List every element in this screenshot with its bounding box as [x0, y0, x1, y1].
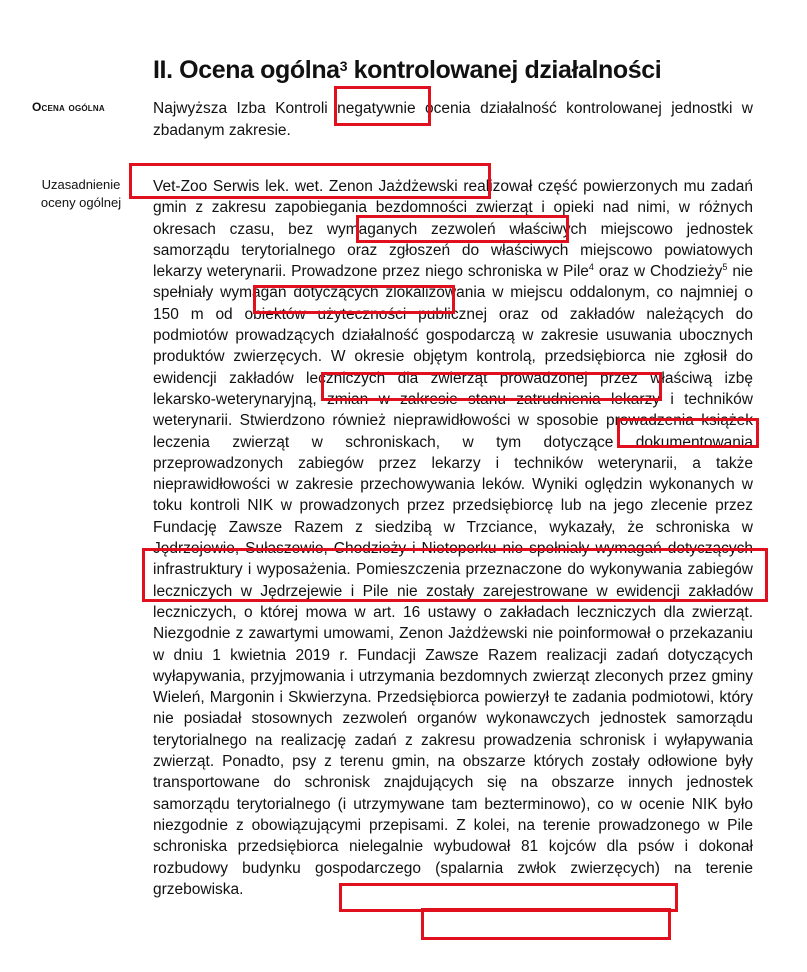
margin-label-overall: Ocena ogólna [32, 100, 105, 114]
body-span: Pomieszczenia przeznaczone do wykonywania zabiegów leczniczych w Jędrzejewie i Pile nie zostały zarejestrowane w ewidencji zakładów leczniczych, o której mowa w art. 16 ustawy o zakładach leczniczych dla zwierząt. Niezgodnie z zawartymi umowami, Zenon Jażdżewski nie poinformował o przekazaniu w dniu 1 kwietnia 2019 r. Fundacji Zawsze Razem realizacji zadań dotyczących wyłapywania, przyjmowania i utrzymania bezdomnych zwierząt zleconych przez gminy Wieleń, Margonin i Skwierzyna. Przedsiębiorca powierzył te zadania podmiotowi, który nie posiadał stosownych zezwoleń organów wykonawczych jednostek samorządu terytorialnego na realizację zadań z zakresu prowadzenia schronisk i wyłapywania zwierząt. Ponadto, psy z terenu gmin, na obszarze których zostały odłowione były transportowane do schronisk znajdujących się na obszarze innych jednostek samorządu terytorialnego (i utrzymywane tam bezterminowo), co w ocenie NIK było niezgodnie z obowiązującymi przepisami. Z kolei, na terenie prowadzonego w Pile schroniska przedsiębiorca [153, 561, 753, 856]
highlight-irregularities: nieprawidłowości [393, 412, 511, 430]
body-span: oraz w Chodzieży [593, 263, 723, 281]
highlight-requirements: nie spełniały wymagań [153, 263, 753, 302]
summary-text-end: ocenia działalność kontrolowanej jednostki w zbadanym zakresie. [153, 100, 753, 139]
footnote-ref: 4 [588, 262, 594, 273]
section-heading [153, 56, 661, 85]
footnote-ref: 3 [339, 58, 348, 74]
body-span: właściwych miejscowo jednostek samorządu terytorialnego oraz zgłoszeń do właściwych miejscowo powiatowych lekarzy weterynarii. Prowadzone przez niego schroniska w Pile [153, 220, 753, 281]
highlight-box [421, 908, 671, 940]
justification-text [153, 176, 753, 900]
heading-text-end: kontrolowanej działalności [347, 56, 662, 84]
highlight-shelters: że schroniska w Jędrzejewie, Sułaszewie, Chodzieży i Nietoperku nie spełniały wymagań dotyczących infrastruktury i wyposażenia. [153, 518, 753, 579]
body-span: w sposobie prowadzenia książek leczenia zwierząt w schroniskach, w tym dotyczące dokumentowania przeprowadzonych zabiegów przez lekarzy i techników weterynarii, a także nieprawidłowości w zakresie przechowywania leków. Wyniki oględzin wykonanych w toku kontroli NIK w prowadzonych przez przedsiębiorcę lub na jego zlecenie przez Fundację Zawsze Razem z siedzibą w Trzciance, wykazały, [153, 412, 753, 536]
highlight-no-permits: bez wymaganych zezwoleń [288, 220, 496, 238]
summary-text: Najwyższa Izba Kontroli [153, 100, 338, 117]
highlight-negative: negatywnie [337, 100, 416, 117]
highlight-illegal-kennels: nielegalnie wybudował 81 kojców dla psów [349, 838, 675, 856]
margin-label-justification: Uzasadnienie oceny ogólnej [40, 177, 122, 210]
highlight-not-reported: nie zgłosił do ewidencji zakładów leczniczych [153, 348, 754, 387]
heading-text: II. Ocena ogólna [153, 56, 340, 84]
overall-assessment [153, 98, 753, 142]
highlight-company: Vet-Zoo Serwis lek. wet. Zenon Jażdżewski [153, 178, 458, 195]
body-span: i dokonał rozbudowy budynku gospodarczego [153, 838, 753, 877]
body-span: dla zwierząt prowadzonej przez właściwą izbę lekarsko-weterynaryjną, zmian w zakresie stanu zatrudnienia lekarzy i techników weterynarii. Stwierdzono również [153, 369, 753, 430]
body-span: na terenie grzebowiska. [153, 859, 753, 898]
footnote-ref: 5 [722, 262, 728, 273]
body-span: realizował część powierzonych mu zadań gmin z zakresu zapobiegania bezdomności zwierząt i opieki nad nimi, w różnych okresach czasu, [153, 178, 753, 238]
highlight-crematorium: (spalarnia zwłok zwierzęcych) [435, 859, 660, 877]
body-span: dotyczących zlokalizowania w miejscu oddalonym, co najmniej o 150 m od obiektów użyteczności publicznej oraz od zakładów należących do podmiotów prowadzących działalność gospodarczą w zakresie usuwania ubocznych produktów zwierzęcych. W okresie objętym kontrolą, przedsiębiorca [153, 284, 753, 366]
